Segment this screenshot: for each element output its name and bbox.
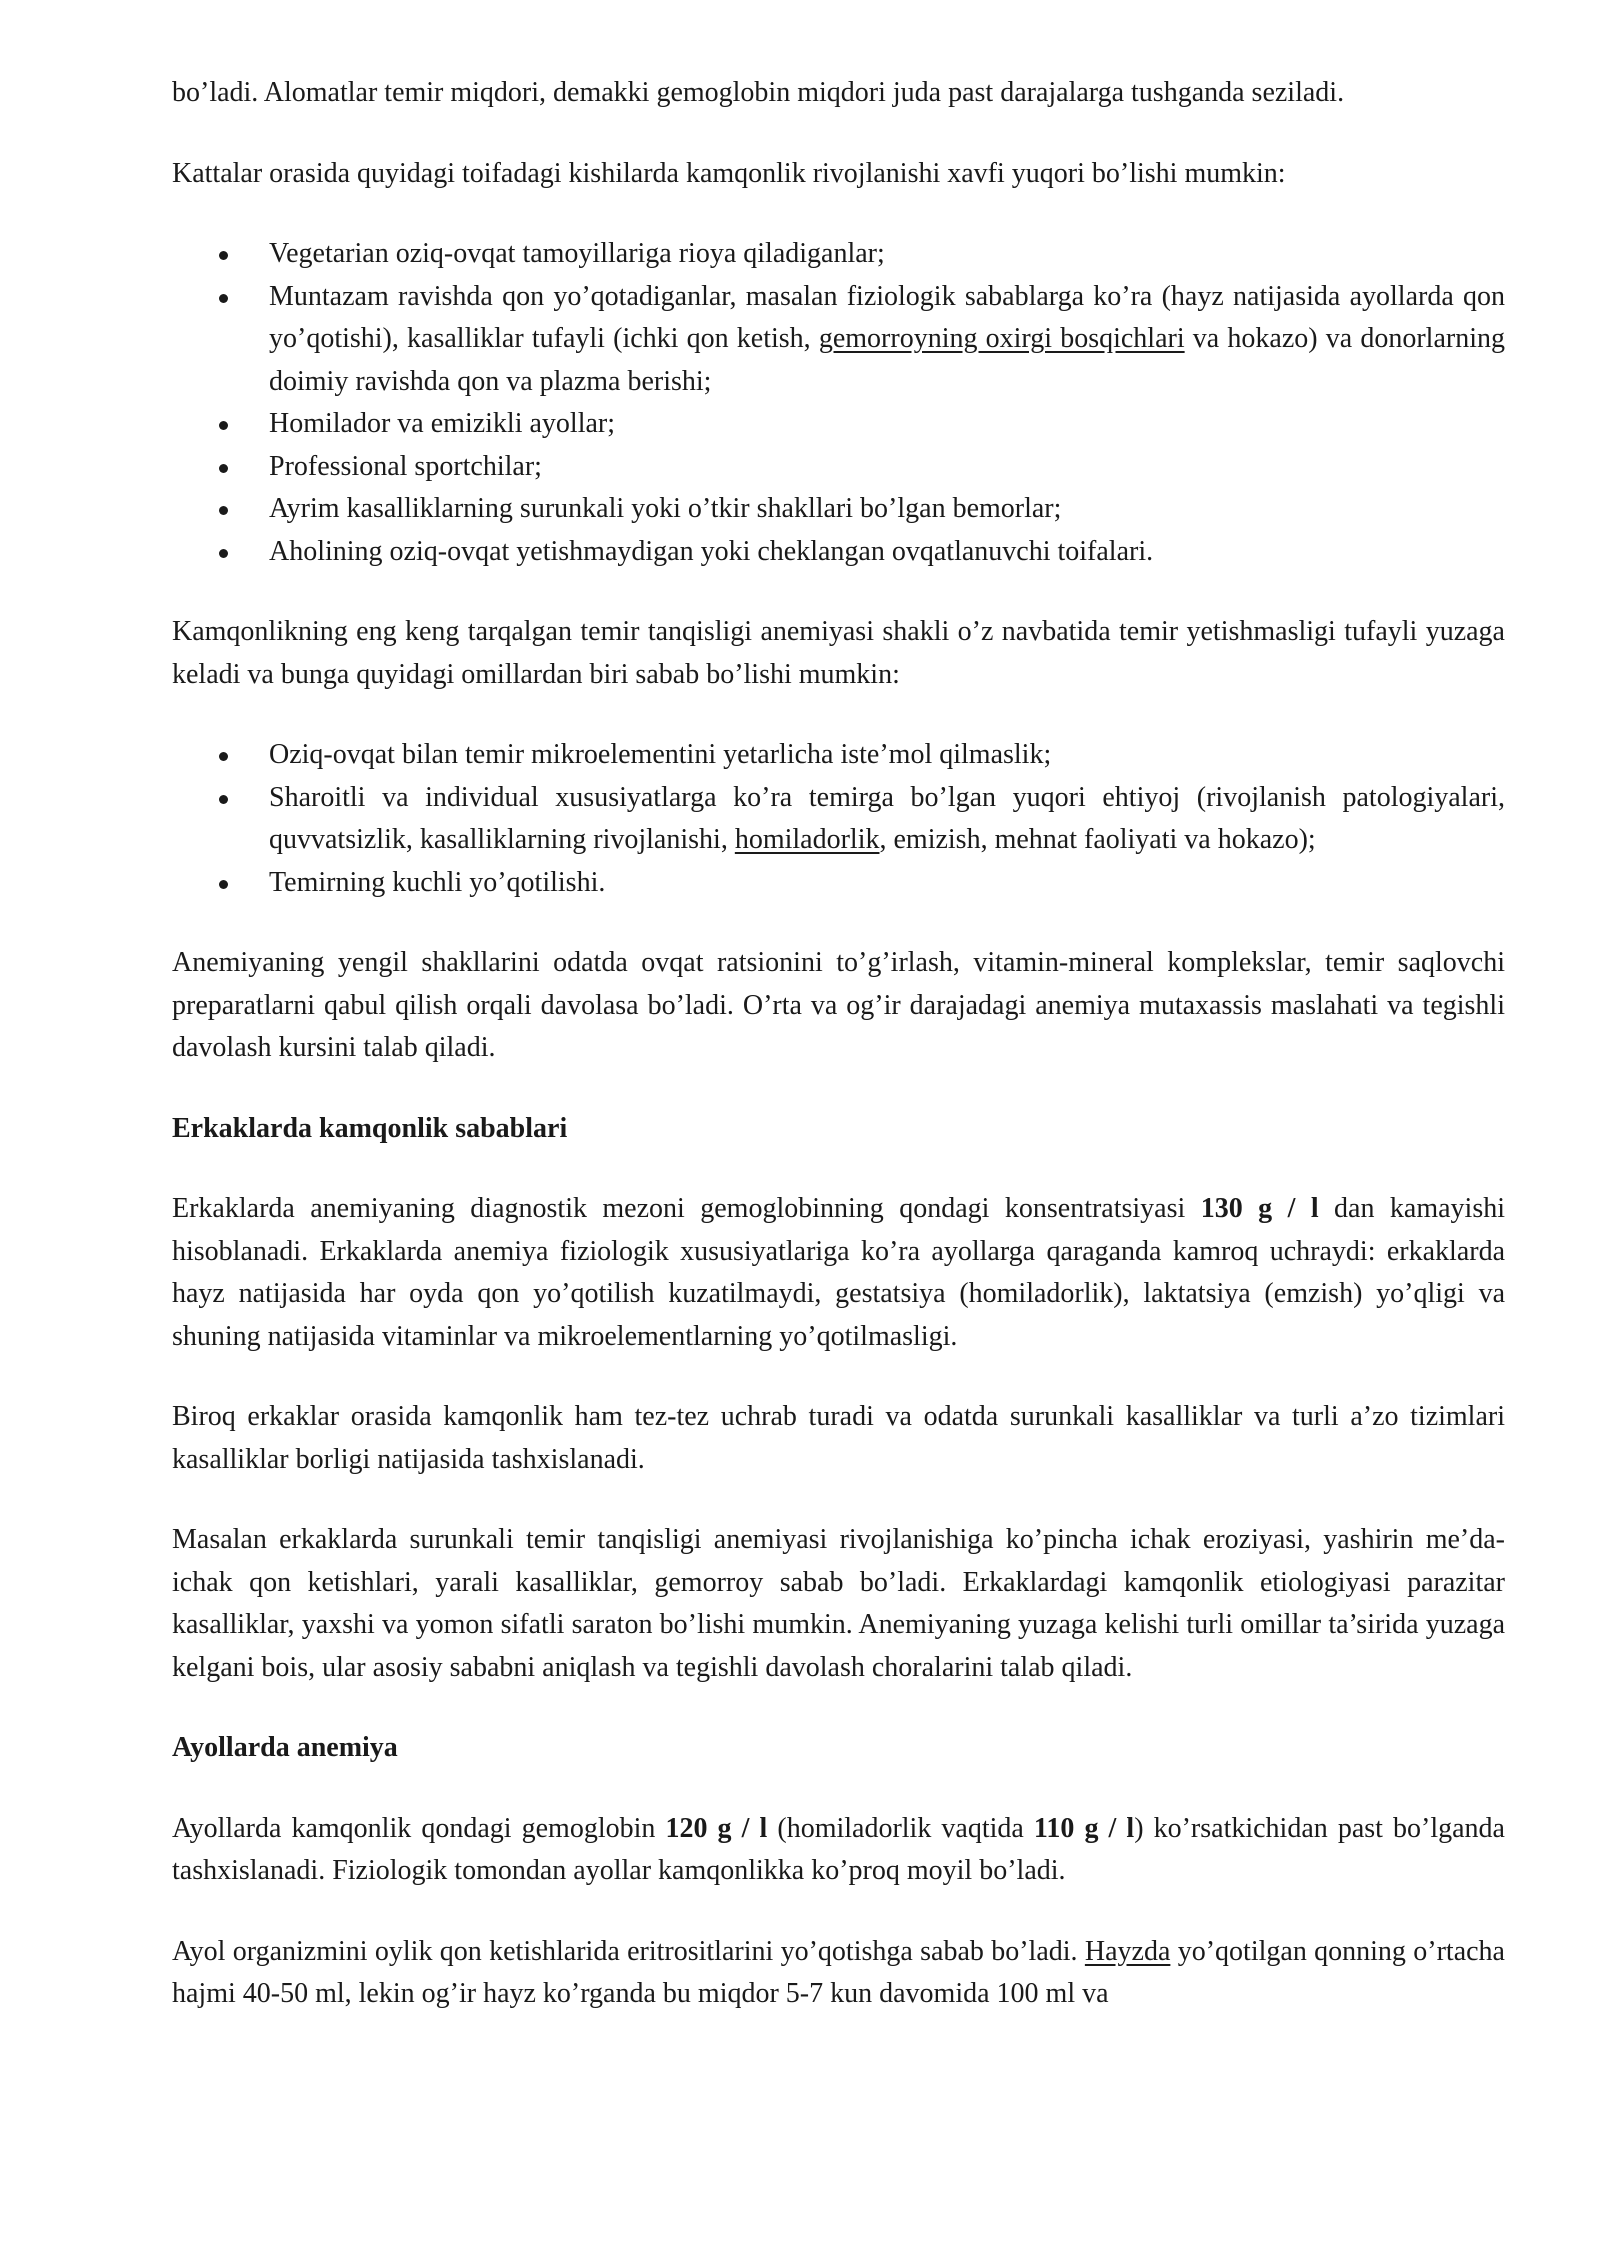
bullet-icon bbox=[219, 294, 228, 303]
list-item-text: Professional sportchilar; bbox=[269, 450, 542, 482]
text-run: yo’qotilgan qonning o’rtacha hajmi 40-50 ml, lekin og’ir hayz ko’rganda bu miqdor 5-7 kun davomida 100 ml va bbox=[172, 1935, 1505, 2009]
paragraph-intro-continuation: bo’ladi. Alomatlar temir miqdori, demakki gemoglobin miqdori juda past darajalarga tushganda seziladi. bbox=[172, 77, 1345, 108]
list-item bbox=[269, 403, 1505, 446]
text-run: dan kamayishi hisoblanadi. Erkaklarda anemiya fiziologik xususiyatlariga ko’ra ayollarga qaraganda kamroq uchraydi: erkaklarda hayz natijasida har oyda qon yo’qotilish kuzatilmaydi, gestatsiya (homiladorlik), laktatsiya (emzish) yo’qligi va shuning natijasida vitaminlar va mikroelementlarning yo’qotilmasligi. bbox=[172, 1193, 1505, 1352]
link-gemorroy[interactable]: gemorroyning oxirgi bosqichlari bbox=[818, 323, 1185, 354]
list-item bbox=[269, 777, 1505, 862]
paragraph-women-menstruation bbox=[172, 1931, 1505, 2016]
bullet-icon bbox=[219, 752, 228, 761]
bullet-icon bbox=[219, 506, 228, 515]
bold-value: 110 g / l bbox=[1033, 1812, 1135, 1844]
list-item-text: Muntazam ravishda qon yo’qotadiganlar, masalan fiziologik sabablarga ko’ra (hayz natijasida ayollarda qon yo’qotishi), kasalliklar tufayli (ichki qon ketish, bbox=[269, 280, 1505, 354]
list-item-text: Oziq-ovqat bilan temir mikroelementini yetarlicha iste’mol qilmaslik; bbox=[269, 739, 1052, 770]
list-item-text: Aholining oziq-ovqat yetishmaydigan yoki cheklangan ovqatlanuvchi toifalari. bbox=[269, 535, 1154, 567]
list-item-text: Temirning kuchli yo’qotilishi. bbox=[269, 866, 606, 898]
document-page bbox=[172, 72, 1505, 2054]
bullet-icon bbox=[219, 251, 228, 260]
bold-value: 130 g / l bbox=[1200, 1193, 1319, 1224]
link-hayzda[interactable]: Hayzda bbox=[1084, 1935, 1171, 1967]
paragraph-treatment: Anemiyaning yengil shakllarini odatda ovqat ratsionini to’g’irlash, vitamin-mineral komplekslar, temir saqlovchi preparatlarni qabul qilish orqali davolasa bo’ladi. O’rta va og’ir darajadagi anemiya mutaxassis maslahati va tegishli davolash kursini talab qiladi. bbox=[172, 947, 1505, 1063]
list-item-text: Vegetarian oziq-ovqat tamoyillariga rioya qiladiganlar; bbox=[269, 238, 885, 269]
list-item bbox=[269, 233, 1505, 276]
list-item bbox=[269, 862, 1505, 905]
list-item-text: Homilador va emizikli ayollar; bbox=[269, 408, 616, 439]
bullet-icon bbox=[219, 795, 228, 804]
list-item-text: , emizish, mehnat faoliyati va hokazo); bbox=[879, 824, 1316, 855]
bullet-icon bbox=[219, 421, 228, 430]
bullet-icon bbox=[219, 880, 228, 889]
bold-value: 120 g / l bbox=[665, 1812, 768, 1844]
paragraph-men-causes: Masalan erkaklarda surunkali temir tanqisligi anemiyasi rivojlanishiga ko’pincha ichak eroziyasi, yashirin me’da-ichak qon ketishlari, yarali kasalliklar, gemorroy sabab bo’ladi. Erkaklardagi kamqonlik etiologiyasi parazitar kasalliklar, yaxshi va yomon sifatli saraton bo’lishi mumkin. Anemiyaning yuzaga kelishi turli omillar ta’sirida yuzaga kelgani bois, ular asosiy sababni aniqlash va tegishli davolash choralarini talab qiladi. bbox=[172, 1524, 1505, 1683]
paragraph-risk-groups-intro: Kattalar orasida quyidagi toifadagi kishilarda kamqonlik rivojlanishi xavfi yuqori bo’lishi mumkin: bbox=[172, 157, 1286, 189]
list-item bbox=[269, 488, 1505, 531]
list-item bbox=[269, 734, 1505, 777]
text-run: Ayol organizmini oylik qon ketishlarida eritrositlarini yo’qotishga sabab bo’ladi. bbox=[172, 1935, 1085, 1967]
text-run: Ayollarda kamqonlik qondagi gemoglobin bbox=[172, 1812, 666, 1844]
paragraph-women-criteria bbox=[172, 1808, 1505, 1893]
list-item-text: Ayrim kasalliklarning surunkali yoki o’tkir shakllari bo’lgan bemorlar; bbox=[269, 493, 1062, 524]
list-item-text: va hokazo) va donorlarning doimiy ravishda qon va plazma berishi; bbox=[269, 323, 1505, 397]
bullet-icon bbox=[219, 549, 228, 558]
link-homiladorlik[interactable]: homiladorlik bbox=[734, 824, 880, 855]
text-run: ) ko’rsatkichidan past bo’lganda tashxislanadi. Fiziologik tomondan ayollar kamqonlikka ko’proq moyil bo’ladi. bbox=[172, 1812, 1505, 1886]
paragraph-iron-deficiency: Kamqonlikning eng keng tarqalgan temir tanqisligi anemiyasi shakli o’z navbatida temir yetishmasligi tufayli yuzaga keladi va bunga quyidagi omillardan biri sabab bo’lishi mumkin: bbox=[172, 616, 1505, 690]
heading-men: Erkaklarda kamqonlik sabablari bbox=[172, 1112, 568, 1144]
list-item bbox=[269, 531, 1505, 574]
heading-women: Ayollarda anemiya bbox=[172, 1732, 398, 1763]
risk-groups-list bbox=[172, 233, 1505, 573]
list-item bbox=[269, 276, 1505, 404]
paragraph-men-frequency: Biroq erkaklar orasida kamqonlik ham tez-tez uchrab turadi va odatda surunkali kasalliklar va turli a’zo tizimlari kasalliklar borligi natijasida tashxislanadi. bbox=[172, 1401, 1505, 1475]
causes-list bbox=[172, 734, 1505, 904]
paragraph-men-criteria bbox=[172, 1188, 1505, 1358]
text-run: (homiladorlik vaqtida bbox=[767, 1812, 1034, 1844]
list-item bbox=[269, 446, 1505, 489]
text-run: Erkaklarda anemiyaning diagnostik mezoni gemoglobinning qondagi konsentratsiyasi bbox=[172, 1193, 1201, 1224]
bullet-icon bbox=[219, 464, 228, 473]
list-item-text: Sharoitli va individual xususiyatlarga ko’ra temirga bo’lgan yuqori ehtiyoj (rivojlanish patologiyalari, quvvatsizlik, kasalliklarning rivojlanishi, bbox=[269, 781, 1505, 855]
